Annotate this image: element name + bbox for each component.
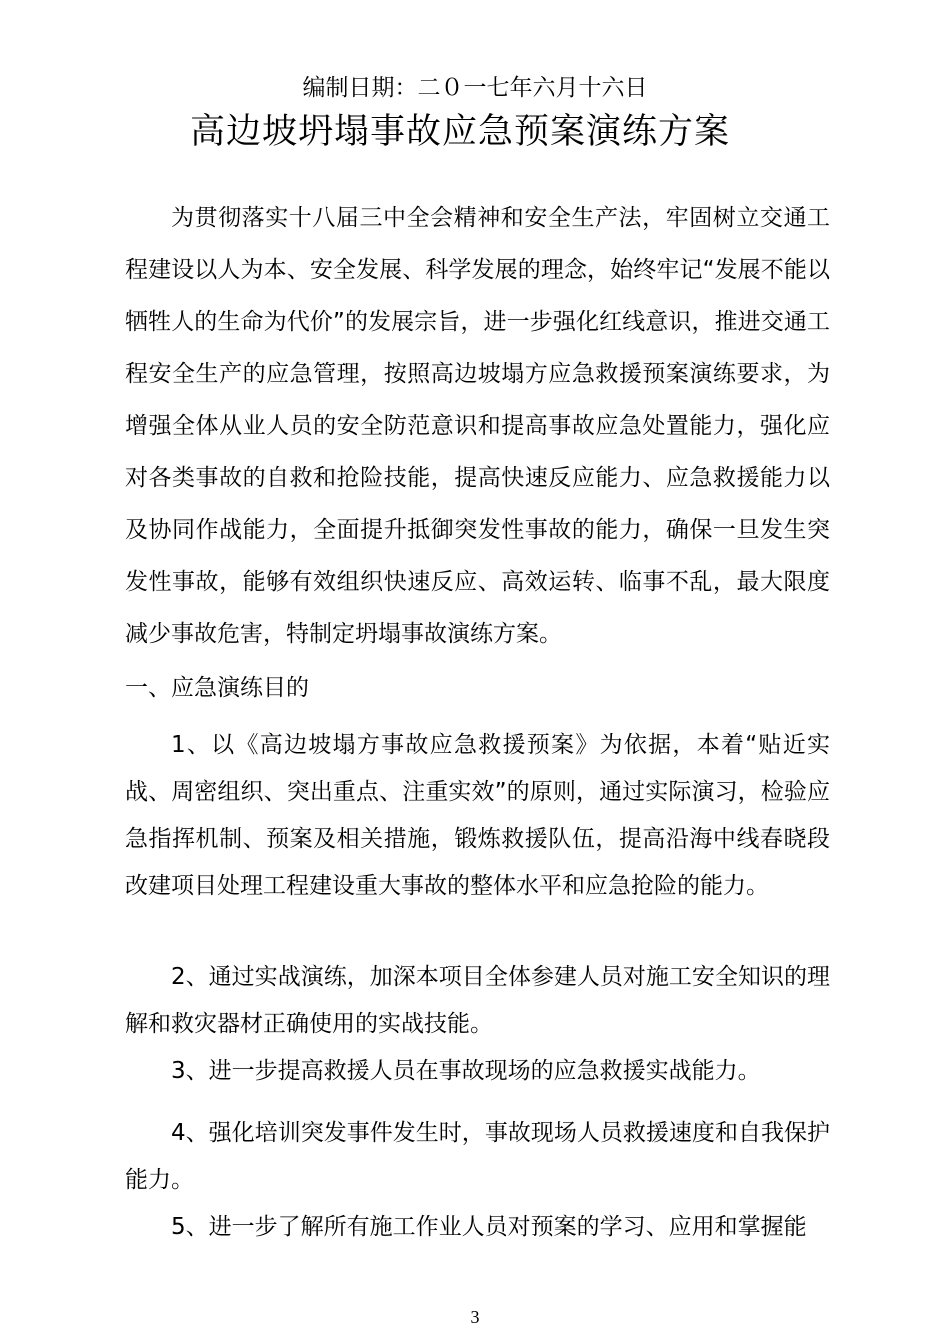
compile-date: 编制日期：二０一七年六月十六日 — [302, 75, 648, 101]
section-heading: 一、应急演练目的 — [125, 675, 309, 701]
list-item: 5、进一步了解所有施工作业人员对预案的学习、应用和掌握能 — [171, 1214, 807, 1240]
list-item: 2、通过实战演练，加深本项目全体参建人员对施工安全知识的理解和救灾器材正确使用的实战技能。 — [125, 964, 830, 1037]
page-title: 高边坡坍塌事故应急预案演练方案 — [189, 112, 730, 152]
page-number: 3 — [470, 1307, 480, 1327]
intro-paragraph: 为贯彻落实十八届三中全会精神和安全生产法，牢固树立交通工程建设以人为本、安全发展、科学发展的理念，始终牢记“发展不能以牺牲人的生命为代价”的发展宗旨，进一步强化红线意识，推进交通工程安全生产的应急管理，按照高边坡塌方应急救援预案演练要求，为增强全体从业人员的安全防范意识和提高事故应急处置能力，强化应对各类事故的自救和抢险技能，提高快速反应能力、应急救援能力以及协同作战能力，全面提升抵御突发性事故的能力，确保一旦发生突发性事故，能够有效组织快速反应、高效运转、临事不乱，最大限度减少事故危害，特制定坍塌事故演练方案。 — [125, 205, 830, 647]
list-item: 3、进一步提高救援人员在事故现场的应急救援实战能力。 — [171, 1058, 761, 1084]
list-item: 1、以《高边坡塌方事故应急救援预案》为依据，本着“贴近实战、周密组织、突出重点、注重实效”的原则，通过实际演习，检验应急指挥机制、预案及相关措施，锻炼救援队伍，提高沿海中线春晓段改建项目处理工程建设重大事故的整体水平和应急抢险的能力。 — [125, 732, 830, 899]
list-item: 4、强化培训突发事件发生时，事故现场人员救援速度和自我保护能力。 — [125, 1120, 830, 1193]
